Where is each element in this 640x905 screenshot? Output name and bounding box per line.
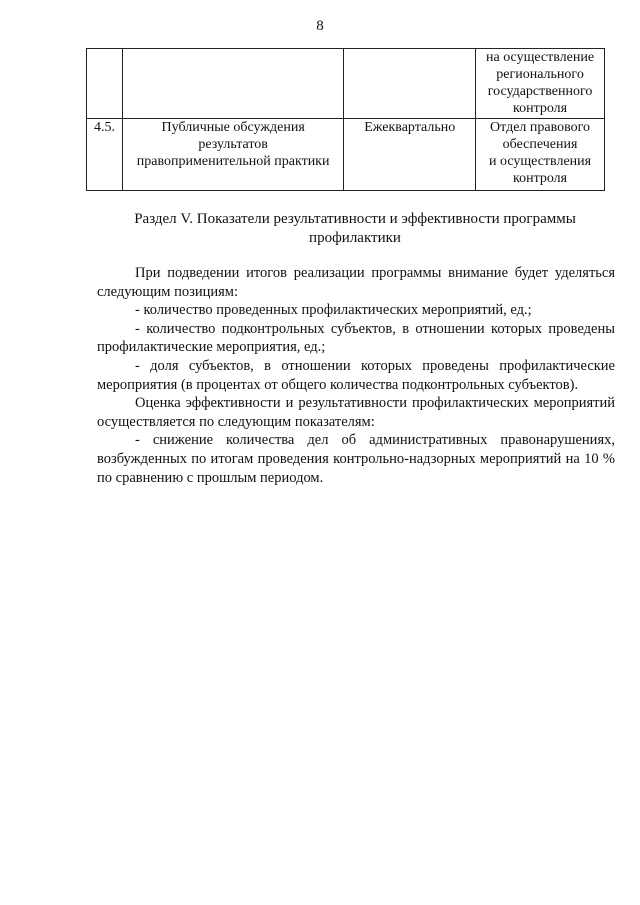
period-cell: Ежеквартально xyxy=(344,119,476,191)
period-cell xyxy=(344,49,476,119)
paragraph: - количество проведенных профилактических мероприятий, ед.; xyxy=(135,302,532,319)
paragraph: - доля субъектов, в отношении которых проведены профилактические мероприятия (в процентах от общего количества подконтрольных субъектов). xyxy=(97,357,615,393)
section-title-line: профилактики xyxy=(309,230,401,246)
event-cell xyxy=(122,49,343,119)
responsible-line: на осуществление xyxy=(486,50,595,65)
responsible-line: и осуществления xyxy=(489,154,592,169)
paragraph: При подведении итогов реализации программы внимание будет уделяться следующим позициям: xyxy=(97,265,615,300)
responsible-line: контроля xyxy=(512,171,568,186)
responsible-line: обеспечения xyxy=(502,137,578,152)
responsible-cell xyxy=(476,49,605,119)
page-number: 8 xyxy=(316,18,324,34)
section-title-line: Раздел V. Показатели результативности и эффективности программы xyxy=(134,211,576,227)
event-cell xyxy=(122,119,343,191)
responsible-line: Отдел правового xyxy=(490,120,591,135)
section-title xyxy=(100,210,610,248)
activity-table xyxy=(86,48,605,191)
event-line: Публичные обсуждения xyxy=(161,120,305,135)
table-row xyxy=(87,119,605,191)
responsible-line: государственного xyxy=(487,84,593,99)
event-line: результатов xyxy=(198,137,268,152)
paragraph: Оценка эффективности и результативности профилактических мероприятий осуществляется по следующим показателям: xyxy=(97,395,615,430)
responsible-line: регионального xyxy=(496,67,584,82)
row-number-cell xyxy=(87,49,123,119)
paragraph: - количество подконтрольных субъектов, в отношении которых проведены профилактические мероприятия, ед.; xyxy=(97,320,615,356)
row-number-cell: 4.5. xyxy=(87,119,123,191)
responsible-cell xyxy=(476,119,605,191)
event-line: правоприменительной практики xyxy=(136,154,330,169)
body-text xyxy=(97,264,615,487)
responsible-line: контроля xyxy=(512,101,568,116)
paragraph: - снижение количества дел об административных правонарушениях, возбужденных по итогам проведения контрольно-надзорных мероприятий на 10 % по сравнению с прошлым периодом. xyxy=(97,432,615,486)
table-row xyxy=(87,49,605,119)
